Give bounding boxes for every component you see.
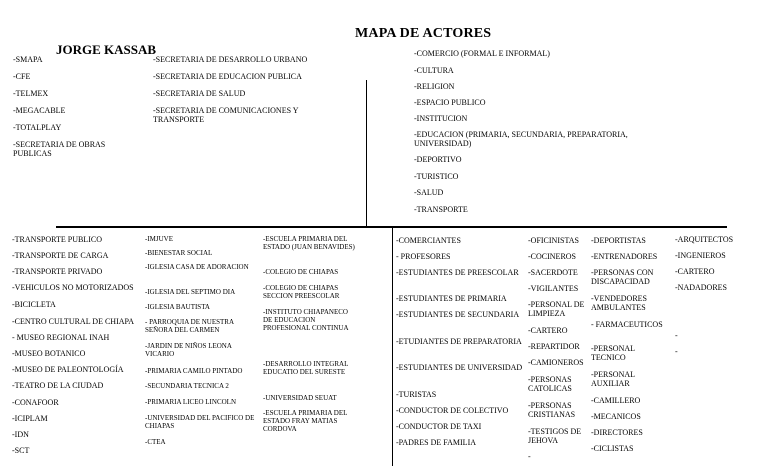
list-item: -PERSONAL TECNICO bbox=[591, 344, 635, 362]
list-item: -PERSONAS CON DISCAPACIDAD bbox=[591, 268, 654, 286]
list-item: -ESTUDIANTES DE PRIMARIA bbox=[396, 294, 507, 303]
bottom-divider bbox=[392, 228, 393, 466]
list-item: -PERSONAL AUXILIAR bbox=[591, 370, 635, 388]
page-title: MAPA DE ACTORES bbox=[355, 26, 492, 41]
list-item: -COMERCIANTES bbox=[396, 236, 461, 245]
list-item: -RELIGION bbox=[414, 82, 455, 91]
list-item: -SECRETARIA DE COMUNICACIONES Y TRANSPORTE bbox=[153, 106, 299, 124]
list-item: -ENTRENADORES bbox=[591, 252, 658, 261]
list-item: -CTEA bbox=[145, 438, 166, 446]
list-item: -NADADORES bbox=[675, 283, 727, 292]
list-item: -CULTURA bbox=[414, 66, 454, 75]
top-column-3 bbox=[414, 49, 654, 214]
list-item: -TRANSPORTE PRIVADO bbox=[12, 267, 103, 276]
list-item: -BICICLETA bbox=[12, 300, 56, 309]
list-item: -VIGILANTES bbox=[528, 284, 579, 293]
list-item: -UNIVERSIDAD DEL PACIFICO DE CHIAPAS bbox=[145, 414, 255, 430]
list-item: -VEHICULOS NO MOTORIZADOS bbox=[12, 283, 134, 292]
list-item: -IGLESIA CASA DE ADORACION bbox=[145, 263, 249, 271]
list-item: -IGLESIA BAUTISTA bbox=[145, 303, 210, 311]
top-column-2 bbox=[153, 55, 331, 124]
top-column-1 bbox=[13, 55, 125, 158]
list-item: -CAMILLERO bbox=[591, 396, 641, 405]
list-item: -PERSONAL DE LIMPIEZA bbox=[528, 300, 585, 318]
list-item: -BIENESTAR SOCIAL bbox=[145, 249, 213, 257]
list-item: -MECANICOS bbox=[591, 412, 641, 421]
bottom-column-6 bbox=[591, 236, 671, 453]
list-item: -SCT bbox=[12, 446, 30, 455]
list-item: -REPARTIDOR bbox=[528, 342, 580, 351]
list-item: -INSTITUCION bbox=[414, 114, 468, 123]
list-item: -TURISTICO bbox=[414, 172, 459, 181]
list-item: - bbox=[675, 347, 678, 356]
list-item: - bbox=[675, 331, 678, 340]
list-item: -JARDIN DE NIÑOS LEONA VICARIO bbox=[145, 342, 232, 358]
author-name: JORGE KASSAB bbox=[56, 42, 157, 57]
list-item: -TELMEX bbox=[13, 89, 49, 98]
list-item: -INSTITUTO CHIAPANECO DE EDUCACION PROFESIONAL CONTINUA bbox=[263, 308, 349, 332]
list-item: -SECRETARIA DE EDUCACION PUBLICA bbox=[153, 72, 302, 81]
list-item: -CARTERO bbox=[675, 267, 715, 276]
list-item: -DEPORTIVO bbox=[414, 155, 462, 164]
list-item: -TRANSPORTE bbox=[414, 205, 468, 214]
list-item: -ESPACIO PUBLICO bbox=[414, 98, 486, 107]
list-item: -INGENIEROS bbox=[675, 251, 726, 260]
list-item: -IDN bbox=[12, 430, 29, 439]
list-item: -SALUD bbox=[414, 188, 444, 197]
list-item: -ESTUDIANTES DE PREESCOLAR bbox=[396, 268, 519, 277]
list-item: -ESTUDIANTES DE UNIVERSIDAD bbox=[396, 363, 523, 372]
list-item: -SECRETARIA DE SALUD bbox=[153, 89, 246, 98]
list-item: -DIRECTORES bbox=[591, 428, 643, 437]
list-item: -CICLISTAS bbox=[591, 444, 634, 453]
bottom-column-5 bbox=[528, 236, 588, 461]
list-item: -ESTUDIANTES DE SECUNDARIA bbox=[396, 310, 520, 319]
list-item: -MUSEO BOTANICO bbox=[12, 349, 86, 358]
list-item: -SECUNDARIA TECNICA 2 bbox=[145, 382, 229, 390]
list-item: -EDUCACION (PRIMARIA, SECUNDARIA, PREPARATORIA, UNIVERSIDAD) bbox=[414, 130, 628, 148]
list-item: - bbox=[528, 452, 531, 461]
list-item: -DESARROLLO INTEGRAL EDUCATIO DEL SURESTE bbox=[263, 360, 349, 376]
list-item: - FARMACEUTICOS bbox=[591, 320, 663, 329]
list-item: -CONDUCTOR DE TAXI bbox=[396, 422, 482, 431]
list-item: -PRIMARIA LICEO LINCOLN bbox=[145, 398, 236, 406]
list-item: -CARTERO bbox=[528, 326, 568, 335]
list-item: -CENTRO CULTURAL DE CHIAPA bbox=[12, 317, 135, 326]
list-item: -PERSONAS CRISTIANAS bbox=[528, 401, 576, 419]
bottom-column-7 bbox=[675, 235, 765, 356]
list-item: -ARQUITECTOS bbox=[675, 235, 734, 244]
list-item: - MUSEO REGIONAL INAH bbox=[12, 333, 110, 342]
bottom-column-1 bbox=[12, 235, 144, 455]
list-item: -VENDEDORES AMBULANTES bbox=[591, 294, 647, 312]
list-item: -CONDUCTOR DE COLECTIVO bbox=[396, 406, 509, 415]
list-item: -SMAPA bbox=[13, 55, 43, 64]
list-item: -IGLESIA DEL SEPTIMO DIA bbox=[145, 288, 236, 296]
bottom-column-3 bbox=[263, 235, 359, 433]
list-item: -OFICINISTAS bbox=[528, 236, 579, 245]
list-item: - PROFESORES bbox=[396, 252, 451, 261]
bottom-column-2 bbox=[145, 235, 257, 446]
list-item: -TOTALPLAY bbox=[13, 123, 62, 132]
list-item: -IMJUVE bbox=[145, 235, 173, 243]
list-item: -TURISTAS bbox=[396, 390, 437, 399]
list-item: - PARROQUIA DE NUESTRA SEÑORA DEL CARMEN bbox=[145, 318, 234, 334]
list-item: -TEATRO DE LA CIUDAD bbox=[12, 381, 104, 390]
list-item: -COCINEROS bbox=[528, 252, 577, 261]
list-item: -MUSEO DE PALEONTOLOGÍA bbox=[12, 365, 124, 374]
list-item: -ICIPLAM bbox=[12, 414, 48, 423]
list-item: -COLEGIO DE CHIAPAS bbox=[263, 268, 339, 276]
list-item: -SACERDOTE bbox=[528, 268, 578, 277]
bottom-column-4 bbox=[396, 236, 526, 447]
list-item: -ETUDIANTES DE PREPARATORIA bbox=[396, 337, 522, 346]
list-item: -CFE bbox=[13, 72, 31, 81]
list-item: -CAMIONEROS bbox=[528, 358, 584, 367]
list-item: -TRANSPORTE PUBLICO bbox=[12, 235, 102, 244]
list-item: -SECRETARIA DE DESARROLLO URBANO bbox=[153, 55, 308, 64]
list-item: -CONAFOOR bbox=[12, 398, 59, 407]
list-item: -SECRETARIA DE OBRAS PUBLICAS bbox=[13, 140, 106, 158]
list-item: -PRIMARIA CAMILO PINTADO bbox=[145, 367, 243, 375]
list-item: -COMERCIO (FORMAL E INFORMAL) bbox=[414, 49, 550, 58]
list-item: -DEPORTISTAS bbox=[591, 236, 646, 245]
top-divider bbox=[366, 80, 367, 226]
list-item: -PERSONAS CATOLICAS bbox=[528, 375, 572, 393]
list-item: -ESCUELA PRIMARIA DEL ESTADO (JUAN BENAVIDES) bbox=[263, 235, 355, 251]
list-item: -UNIVERSIDAD SEUAT bbox=[263, 394, 337, 402]
list-item: -MEGACABLE bbox=[13, 106, 66, 115]
list-item: -COLEGIO DE CHIAPAS SECCION PREESCOLAR bbox=[263, 284, 340, 300]
list-item: -TRANSPORTE DE CARGA bbox=[12, 251, 109, 260]
list-item: -ESCUELA PRIMARIA DEL ESTADO FRAY MATIAS CORDOVA bbox=[263, 409, 348, 433]
list-item: -PADRES DE FAMILIA bbox=[396, 438, 477, 447]
list-item: -TESTIGOS DE JEHOVA bbox=[528, 427, 582, 445]
